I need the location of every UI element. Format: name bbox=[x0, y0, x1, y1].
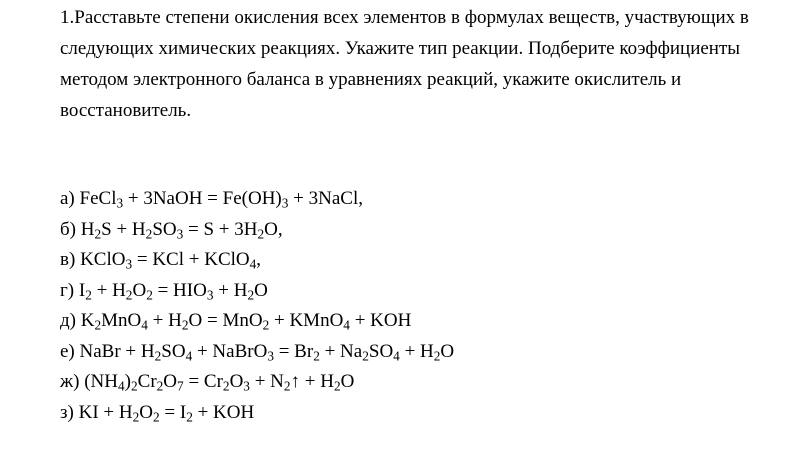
reaction-item bbox=[60, 367, 760, 398]
reaction-label: д) bbox=[60, 310, 76, 331]
reaction-item bbox=[60, 337, 760, 368]
reaction-item bbox=[60, 215, 760, 246]
reaction-label: в) bbox=[60, 249, 76, 270]
reaction-item bbox=[60, 306, 760, 337]
reaction-item bbox=[60, 184, 760, 215]
reaction-item bbox=[60, 276, 760, 307]
reaction-equation: NaBr + $H_2SO_4$ + NaBrO$_3$ = $Br_2 + Na_2SO_4 + H_2O$ bbox=[79, 340, 455, 363]
reaction-label: е) bbox=[60, 340, 75, 362]
reaction-list bbox=[60, 184, 760, 428]
reaction-item bbox=[60, 245, 760, 276]
reaction-label: ж) bbox=[60, 371, 80, 392]
reaction-equation: KI + $H_2O_2 = I_2$ + KOH bbox=[78, 401, 255, 424]
reaction-equation: FeCl$_3$ + 3NaOH = $Fe(OH)_3$ + 3NaCl, bbox=[79, 188, 363, 211]
reaction-label: б) bbox=[60, 218, 76, 240]
reaction-label: з) bbox=[60, 401, 74, 423]
reaction-equation: $(NH_4)_2Cr_2O_7 = Cr_2O_3$ + $N_2↑ + H_2O$ bbox=[84, 371, 355, 394]
task-text: 1.Расставьте степени окисления всех элементов в формулах веществ, участвующих в следующих химических реакциях. Укажите тип реакции. Подберите коэффициенты методом электронного баланса в уравнениях реакций, укажите окислитель и восстановитель. bbox=[60, 7, 749, 121]
reaction-item bbox=[60, 398, 760, 429]
reaction-equation: KClO$_3$ = KCl + KClO$_4$, bbox=[80, 249, 262, 272]
reaction-label: а) bbox=[60, 188, 75, 209]
reaction-equation: $H_2S + H_2SO_3 = S + 3H_2O$, bbox=[80, 218, 283, 241]
reaction-equation: $I_2 + H_2O_2 = HIO_3 + H_2O$ bbox=[78, 279, 268, 302]
reaction-equation: $K_2MnO_4 + H_2O = MnO_2$ + KMnO$_4$ + KOH bbox=[80, 310, 412, 333]
reaction-label: г) bbox=[60, 279, 75, 301]
